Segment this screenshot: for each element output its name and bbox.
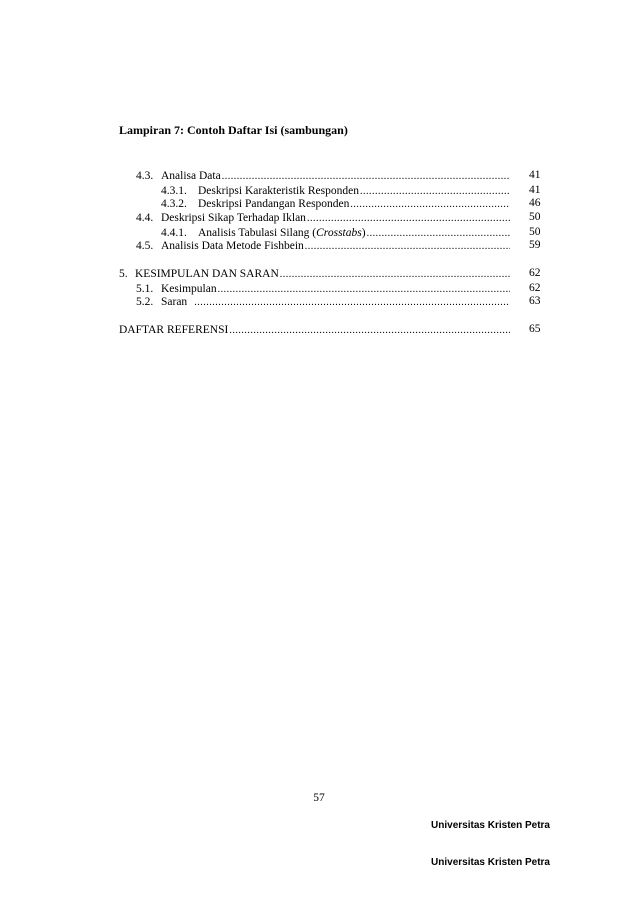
- toc-entry-page: 65: [529, 323, 541, 335]
- toc-entry-page: 50: [529, 211, 541, 223]
- toc-entry-number: 5.2.: [136, 296, 154, 308]
- toc-entry-number: 4.4.: [136, 212, 154, 224]
- toc-entry-5: [119, 267, 510, 281]
- toc-entry-title: Saran: [161, 296, 188, 308]
- toc-entry-label: [161, 226, 367, 240]
- toc-entry-4-3-2: [161, 197, 510, 211]
- toc-entry-number: 5.: [119, 268, 128, 280]
- toc-entry-page: 50: [529, 226, 541, 238]
- toc-entry-label: [119, 267, 280, 281]
- toc-entry-number: 4.3.1.: [161, 185, 187, 197]
- toc-leader-dots: [350, 198, 510, 212]
- toc-entry-5-1: [136, 282, 510, 296]
- toc-entry-title: Deskripsi Sikap Terhadap Iklan: [161, 212, 306, 224]
- toc-entry-title: Analisis Tabulasi Silang (: [198, 227, 317, 239]
- toc-entry-page: 41: [529, 169, 541, 181]
- toc-entry-label: [136, 239, 305, 253]
- toc-entry-4-3: [136, 169, 510, 183]
- toc-entry-page: 46: [529, 197, 541, 209]
- footer-university: Universitas Kristen Petra: [431, 820, 550, 831]
- toc-entry-label: [119, 323, 229, 337]
- toc-entry-4-4-1: [161, 226, 510, 240]
- toc-entry-number: 5.1.: [136, 283, 154, 295]
- toc-entry-label: [136, 282, 218, 296]
- toc-entry-title: Analisa Data: [161, 170, 221, 182]
- toc-entry-page: 62: [529, 282, 541, 294]
- toc-entry-label: [136, 295, 194, 309]
- toc-entry-title: Analisis Data Metode Fishbein: [161, 240, 304, 252]
- toc-leader-dots: [307, 212, 510, 226]
- toc-entry-label: [161, 197, 350, 211]
- toc-entry-page: 63: [529, 295, 541, 307]
- toc-entry-title-italic: Crosstabs: [316, 227, 362, 239]
- toc-entry-number: 4.4.1.: [161, 227, 187, 239]
- toc-entry-4-3-1: [161, 184, 510, 198]
- toc-entry-number: 4.3.: [136, 170, 154, 182]
- toc-entry-label: [136, 169, 222, 183]
- toc-leader-dots: [280, 268, 510, 282]
- footer-university-repeat: Universitas Kristen Petra: [431, 857, 550, 868]
- toc-entry-page: 59: [529, 239, 541, 251]
- toc-entry-daftar-referensi: [119, 323, 510, 337]
- toc-entry-label: [161, 184, 360, 198]
- toc-entry-number: 4.3.2.: [161, 198, 187, 210]
- toc-leader-dots: [229, 324, 510, 338]
- toc-entry-4-4: [136, 211, 510, 225]
- toc-entry-title: Kesimpulan: [161, 283, 217, 295]
- toc-entry-label: [136, 211, 307, 225]
- toc-entry-title: Deskripsi Pandangan Responden: [198, 198, 350, 210]
- toc-entry-title-suffix: ): [361, 227, 366, 239]
- toc-entry-5-2: [136, 295, 510, 309]
- toc-entry-title: KESIMPULAN DAN SARAN: [135, 268, 279, 280]
- toc-leader-dots: [194, 296, 510, 310]
- toc-entry-4-5: [136, 239, 510, 253]
- toc-entry-title: Deskripsi Karakteristik Responden: [198, 185, 359, 197]
- toc-leader-dots: [305, 240, 510, 254]
- toc-entry-page: 41: [529, 184, 541, 196]
- toc-entry-title: DAFTAR REFERENSI: [119, 324, 229, 336]
- page-number: 57: [313, 792, 325, 804]
- toc-leader-dots: [222, 170, 510, 184]
- toc-entry-page: 62: [529, 267, 541, 279]
- toc-entry-number: 4.5.: [136, 240, 154, 252]
- page-heading: Lampiran 7: Contoh Daftar Isi (sambungan): [119, 123, 348, 137]
